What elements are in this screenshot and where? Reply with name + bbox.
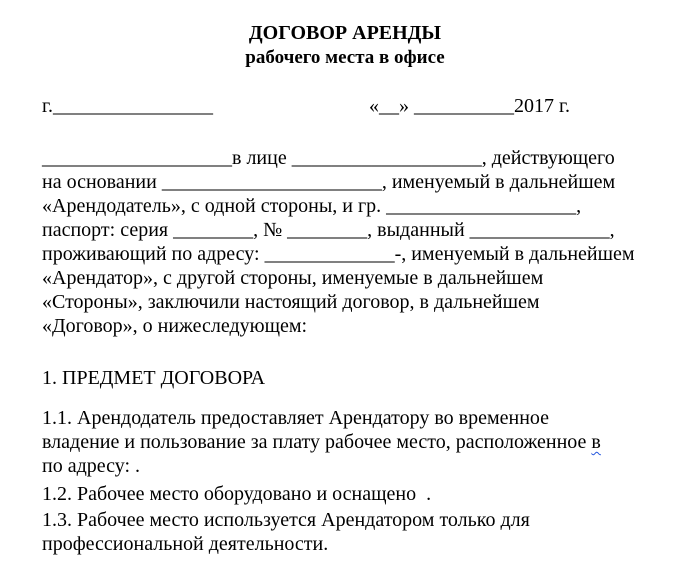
clause-1-2: 1.2. Рабочее место оборудовано и оснащено .	[42, 483, 432, 505]
parties-line: на основании ______________________, именуемый в дальнейшем	[42, 171, 616, 193]
city-field: г.________________	[42, 95, 213, 117]
parties-line: «Стороны», заключили настоящий договор, в дальнейшем	[42, 291, 540, 313]
clause-1-3-line: профессиональной деятельности.	[42, 533, 329, 555]
spellcheck-flagged-word: в	[591, 431, 601, 453]
parties-line: «Арендодатель», с одной стороны, и гр. ___________________,	[42, 195, 582, 217]
clause-1-1-text: владение и пользование за плату рабочее место, расположенное	[42, 431, 592, 453]
section-heading: 1. ПРЕДМЕТ ДОГОВОРА	[42, 367, 266, 389]
parties-line: «Арендатор», с другой стороны, именуемые в дальнейшем	[42, 267, 544, 289]
date-field: «__» __________2017 г.	[369, 95, 570, 117]
clause-1-1-line	[42, 430, 601, 454]
clause-1-3-line: 1.3. Рабочее место используется Арендатором только для	[42, 509, 530, 531]
parties-line: «Договор», о нижеследующем:	[42, 315, 308, 337]
document-subtitle: рабочего места в офисе	[245, 47, 445, 68]
parties-line: паспорт: серия ________, № ________, выданный ______________,	[42, 219, 615, 241]
parties-line: ___________________в лице ___________________, действующего	[42, 147, 615, 169]
clause-1-1-line: по адресу: .	[42, 455, 141, 477]
clause-1-1-line: 1.1. Арендодатель предоставляет Арендатору во временное	[42, 407, 550, 429]
document-title: ДОГОВОР АРЕНДЫ	[248, 22, 442, 44]
parties-line: проживающий по адресу: _____________-, именуемый в дальнейшем	[42, 243, 635, 265]
